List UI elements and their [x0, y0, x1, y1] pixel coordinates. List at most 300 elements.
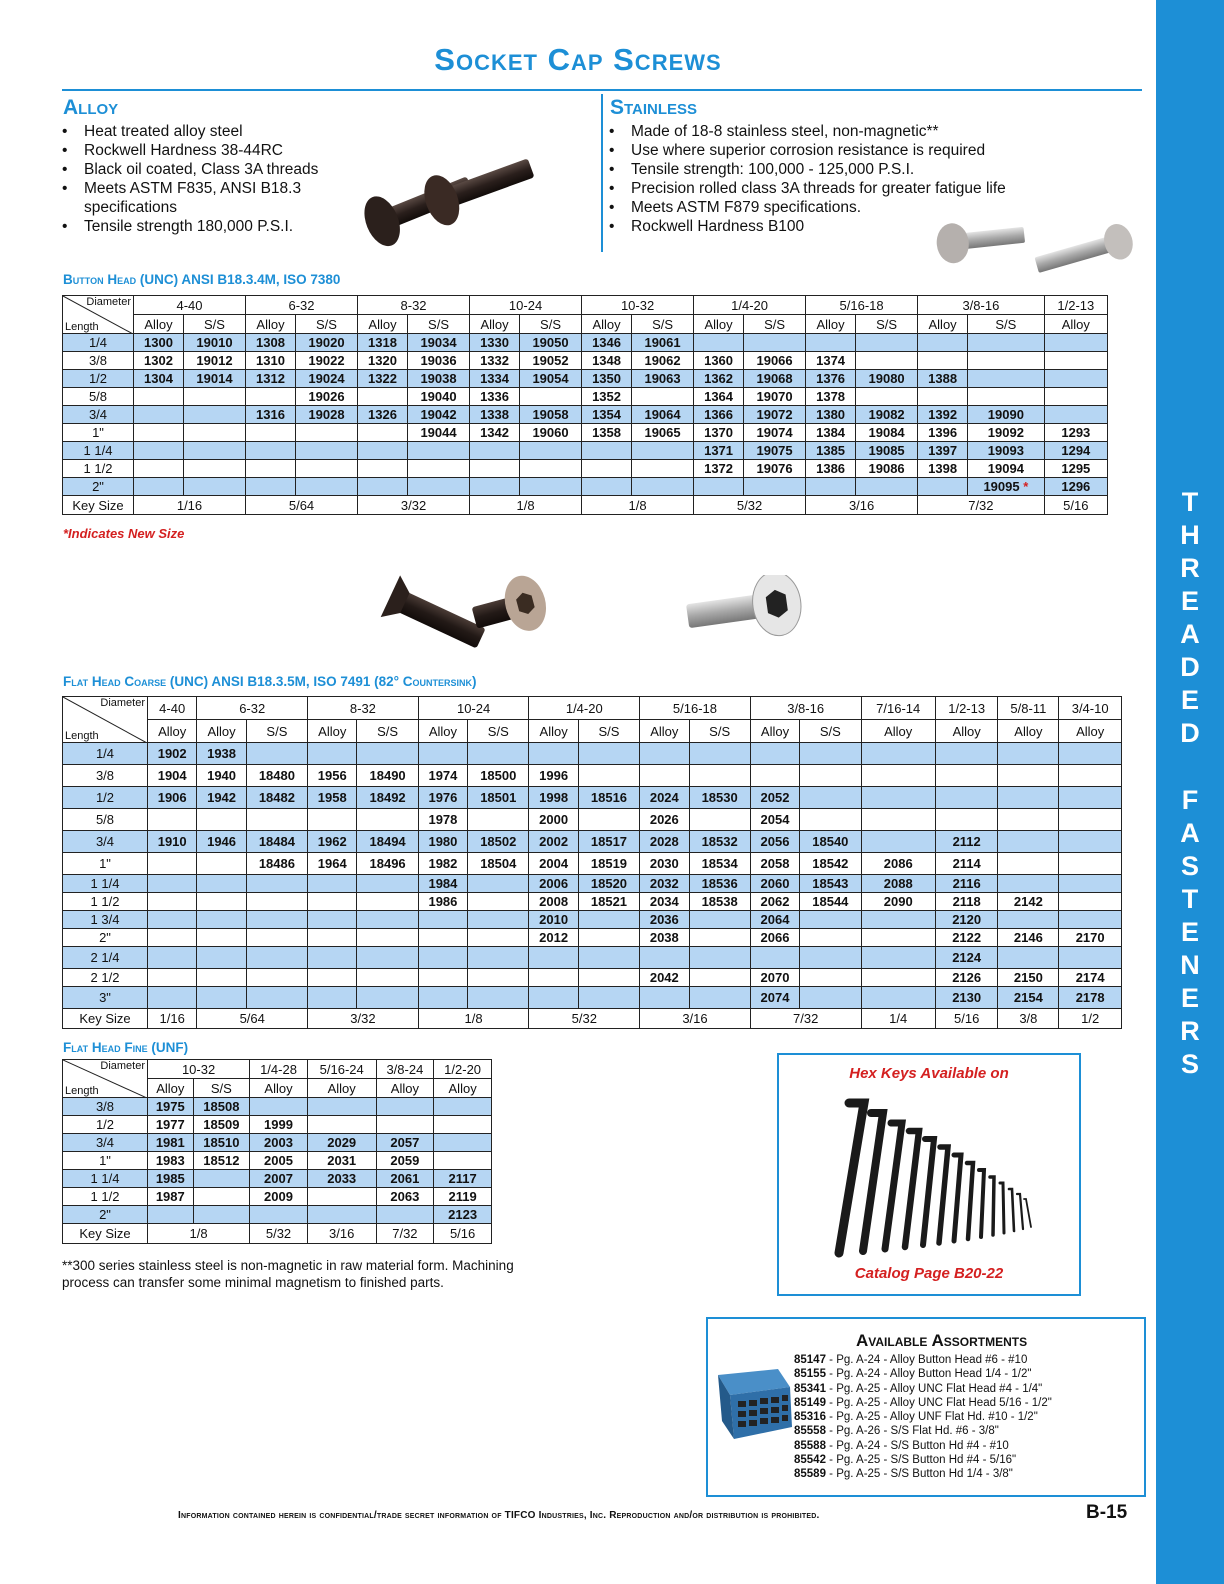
material-header: Alloy — [998, 720, 1059, 743]
part-number-cell — [998, 853, 1059, 875]
key-size-cell: 5/32 — [694, 496, 806, 515]
part-number-cell — [806, 334, 856, 352]
part-number: 1338 — [480, 407, 509, 422]
part-number: 2038 — [649, 930, 679, 945]
part-number: 18516 — [590, 790, 628, 805]
part-number-cell — [434, 1098, 492, 1116]
part-number-cell — [358, 460, 408, 478]
part-number-cell — [295, 352, 357, 370]
part-number-cell — [529, 947, 578, 969]
part-number-cell — [134, 370, 184, 388]
part-number-cell — [800, 765, 861, 787]
part-number-cell — [1059, 875, 1122, 893]
part-number: 2000 — [539, 812, 569, 827]
part-number-cell — [308, 987, 357, 1009]
diameter-header-row — [63, 697, 1122, 720]
assortment-desc: - Pg. A-25 - Alloy UNC Flat Head #4 - 1/4" — [825, 1382, 1043, 1395]
material-header: S/S — [183, 315, 245, 334]
part-number-cell — [468, 743, 529, 765]
part-number: 19090 — [987, 407, 1024, 422]
part-number-cell — [694, 388, 744, 406]
part-number-cell — [193, 1098, 250, 1116]
part-number-cell — [520, 478, 582, 496]
part-number: 2003 — [264, 1135, 293, 1150]
part-number-cell — [1059, 809, 1122, 831]
part-number-cell — [861, 787, 935, 809]
part-number-cell — [918, 388, 968, 406]
part-number: 18501 — [480, 790, 517, 805]
length-cell: 1/2 — [63, 1116, 148, 1134]
length-cell: 1 3/4 — [63, 911, 148, 929]
part-number-cell — [935, 911, 998, 929]
assortment-item — [794, 1424, 1052, 1438]
alloy-bullet: • Black oil coated, Class 3A threads — [62, 160, 352, 179]
part-number: 18530 — [701, 790, 738, 805]
part-number: 2056 — [760, 834, 790, 849]
part-number-cell — [998, 893, 1059, 911]
part-number-cell — [582, 352, 632, 370]
part-number-cell — [148, 947, 197, 969]
part-number-cell — [744, 388, 806, 406]
part-number-cell — [861, 911, 935, 929]
material-header: S/S — [578, 720, 639, 743]
part-number-cell — [408, 370, 470, 388]
part-number: 1320 — [368, 353, 397, 368]
part-number-cell — [640, 947, 689, 969]
part-number-cell — [578, 853, 639, 875]
table-row — [63, 893, 1122, 911]
diameter-length-corner — [63, 1060, 148, 1098]
part-number: 18510 — [203, 1135, 240, 1150]
part-number: 1978 — [428, 812, 458, 827]
part-number-cell — [1059, 929, 1122, 947]
part-number-cell — [632, 388, 694, 406]
stainless-footnote: **300 series stainless steel is non-magnetic in raw material form. Machining process can transfer some minimal magnetism to finished parts. — [62, 1258, 514, 1290]
part-number-cell — [529, 987, 578, 1009]
part-number-cell — [408, 388, 470, 406]
diameter-header: 1/4-20 — [694, 296, 806, 315]
part-number-cell — [148, 911, 197, 929]
part-number-cell — [434, 1152, 492, 1170]
part-number: 18494 — [369, 834, 406, 849]
material-header: Alloy — [307, 1079, 376, 1098]
part-number-cell — [1044, 442, 1107, 460]
part-number-cell — [744, 406, 806, 424]
part-number: 19085 — [868, 443, 905, 458]
part-number-cell — [183, 370, 245, 388]
part-number-cell — [1059, 743, 1122, 765]
part-number-cell — [418, 987, 467, 1009]
part-number-cell — [998, 875, 1059, 893]
length-cell: 2 1/2 — [63, 969, 148, 987]
part-number-cell — [750, 743, 799, 765]
part-number: 18486 — [258, 856, 295, 871]
new-size-mark: * — [1023, 479, 1029, 494]
assortment-item — [794, 1439, 1052, 1453]
part-number-cell — [148, 929, 197, 947]
diameter-label: Diameter — [86, 296, 131, 308]
assortment-desc: - Pg. A-24 - Alloy Button Head #6 - #10 — [825, 1354, 1028, 1366]
part-number-cell — [520, 388, 582, 406]
part-number-cell — [197, 929, 246, 947]
part-number-cell — [376, 1206, 434, 1224]
part-number-cell — [468, 853, 529, 875]
part-number-cell — [800, 969, 861, 987]
material-header: Alloy — [806, 315, 856, 334]
part-number-cell — [183, 478, 245, 496]
part-number: 1983 — [155, 1153, 185, 1168]
table-row — [63, 424, 1108, 442]
part-number-cell — [856, 460, 918, 478]
alloy-heading: Alloy — [63, 96, 119, 119]
part-number-cell — [632, 370, 694, 388]
part-number-cell — [744, 334, 806, 352]
hex-keys-image — [819, 1093, 1059, 1268]
part-number: 2086 — [883, 856, 913, 871]
part-number-cell — [968, 352, 1045, 370]
material-header: Alloy — [750, 720, 799, 743]
material-header: S/S — [856, 315, 918, 334]
key-size-cell: 7/32 — [750, 1009, 861, 1029]
diameter-header: 3/8-16 — [750, 697, 861, 720]
table-row — [63, 831, 1122, 853]
part-number: 18508 — [203, 1099, 240, 1114]
part-number: 1902 — [157, 746, 187, 761]
part-number: 18480 — [258, 768, 295, 783]
part-number-cell — [134, 460, 184, 478]
part-number: 1938 — [207, 746, 237, 761]
part-number: 18534 — [701, 856, 738, 871]
part-number-cell — [935, 787, 998, 809]
assortments-list — [794, 1353, 1052, 1482]
part-number-cell — [640, 853, 689, 875]
part-number: 2120 — [952, 912, 982, 927]
alloy-bullets — [62, 122, 352, 236]
part-number-cell — [468, 947, 529, 969]
diameter-header: 5/16-24 — [307, 1060, 376, 1079]
part-number: 19060 — [532, 425, 569, 440]
part-number: 18502 — [480, 834, 517, 849]
assortment-desc: - Pg. A-24 - Alloy Button Head 1/4 - 1/2" — [825, 1368, 1032, 1381]
part-number-cell — [250, 1134, 308, 1152]
part-number-cell — [148, 743, 197, 765]
length-cell: 1" — [63, 853, 148, 875]
part-number-cell — [408, 478, 470, 496]
part-number-cell — [800, 853, 861, 875]
part-number-cell — [193, 1188, 250, 1206]
part-number: 2062 — [760, 894, 790, 909]
part-number: 1392 — [928, 407, 958, 422]
material-header: Alloy — [148, 720, 197, 743]
part-number: 2130 — [952, 990, 982, 1005]
part-number-cell — [1059, 987, 1122, 1009]
part-number-cell — [295, 460, 357, 478]
key-size-cell: 3/32 — [308, 1009, 419, 1029]
part-number-cell — [307, 1170, 376, 1188]
part-number-cell — [582, 442, 632, 460]
part-number: 2030 — [649, 856, 679, 871]
table-row — [63, 406, 1108, 424]
part-number-cell — [193, 1206, 250, 1224]
length-cell: 1 1/2 — [63, 460, 134, 478]
part-number-cell — [418, 853, 467, 875]
stainless-bullet: • Precision rolled class 3A threads for greater fatigue life — [609, 179, 1049, 198]
length-cell: 3/4 — [63, 1134, 148, 1152]
part-number: 18519 — [590, 856, 628, 871]
material-header: S/S — [632, 315, 694, 334]
part-number: 1371 — [704, 443, 734, 458]
part-number: 1386 — [816, 461, 846, 476]
part-number-cell — [750, 947, 799, 969]
part-number-cell — [250, 1170, 308, 1188]
part-number-cell — [968, 478, 1045, 496]
length-cell: 1/4 — [63, 334, 134, 352]
assortments-title: Available Assortments — [856, 1331, 1028, 1350]
part-number-cell — [308, 969, 357, 987]
part-number-cell — [935, 809, 998, 831]
part-number-cell — [468, 875, 529, 893]
part-number-cell — [134, 352, 184, 370]
part-number-cell — [246, 743, 307, 765]
stainless-bullet: • Use where superior corrosion resistance is required — [609, 141, 1049, 160]
stainless-bullet: • Tensile strength: 100,000 - 125,000 P.S.I. — [609, 160, 1049, 179]
part-number: 1975 — [155, 1099, 185, 1114]
part-number: 1342 — [480, 425, 509, 440]
part-number: 19034 — [420, 335, 457, 350]
part-number-cell — [408, 424, 470, 442]
part-number-cell — [800, 809, 861, 831]
diameter-label: Diameter — [100, 697, 145, 709]
part-number-cell — [246, 352, 296, 370]
table-row — [63, 853, 1122, 875]
part-number-cell — [295, 334, 357, 352]
part-number-cell — [1044, 352, 1107, 370]
part-number-cell — [357, 969, 418, 987]
stainless-bullet: • Rockwell Hardness B100 — [609, 217, 1049, 236]
part-number-cell — [470, 406, 520, 424]
part-number-cell — [148, 1206, 194, 1224]
table-row — [63, 1170, 492, 1188]
part-number-cell — [750, 853, 799, 875]
part-number: 1956 — [317, 768, 347, 783]
hex-keys-catalog-page: Catalog Page B20-22 — [854, 1265, 1004, 1282]
part-number-cell — [529, 853, 578, 875]
key-size-cell: 3/32 — [358, 496, 470, 515]
part-number-cell — [468, 987, 529, 1009]
assortment-desc: - Pg. A-25 - S/S Button Hd #4 - 5/16" — [825, 1454, 1017, 1467]
part-number: 2008 — [539, 894, 569, 909]
part-number-cell — [1059, 947, 1122, 969]
part-number-cell — [520, 334, 582, 352]
part-number-cell — [689, 787, 750, 809]
alloy-flat-head-screws-image — [378, 568, 558, 658]
part-number-cell — [578, 929, 639, 947]
part-number: 2090 — [883, 894, 913, 909]
part-number: 18482 — [258, 790, 295, 805]
part-number: 2060 — [760, 876, 790, 891]
part-number-cell — [861, 929, 935, 947]
part-number-cell — [197, 765, 246, 787]
part-number-cell — [357, 853, 418, 875]
part-number-cell — [582, 370, 632, 388]
stainless-button-head-screws-image — [925, 215, 1145, 285]
diameter-header: 6-32 — [246, 296, 358, 315]
part-number-cell — [418, 893, 467, 911]
part-number: 1986 — [428, 894, 458, 909]
part-number-cell — [434, 1134, 492, 1152]
part-number: 2123 — [448, 1207, 478, 1222]
part-number-cell — [861, 831, 935, 853]
material-header: Alloy — [529, 720, 578, 743]
part-number-cell — [295, 370, 357, 388]
part-number-cell — [134, 478, 184, 496]
alloy-button-head-screws-image — [350, 140, 550, 250]
part-number-cell — [856, 406, 918, 424]
part-number-cell — [806, 460, 856, 478]
part-number-cell — [968, 406, 1045, 424]
table-row — [63, 1206, 492, 1224]
alloy-bullet: • Heat treated alloy steel — [62, 122, 352, 141]
part-number-cell — [918, 442, 968, 460]
part-number: 2007 — [264, 1171, 293, 1186]
table-row — [63, 947, 1122, 969]
part-number-cell — [640, 875, 689, 893]
part-number: 19012 — [196, 353, 233, 368]
part-number-cell — [694, 334, 744, 352]
part-number-cell — [148, 787, 197, 809]
part-number: 1964 — [317, 856, 347, 871]
key-size-cell: 3/8 — [998, 1009, 1059, 1029]
part-number-cell — [246, 478, 296, 496]
assortment-desc: - Pg. A-24 - S/S Button Hd #4 - #10 — [825, 1439, 1009, 1452]
material-header: S/S — [193, 1079, 250, 1098]
length-label: Length — [65, 1085, 99, 1097]
diameter-header: 1/4-20 — [529, 697, 640, 720]
material-header: Alloy — [640, 720, 689, 743]
part-number-cell — [529, 787, 578, 809]
part-number-cell — [468, 809, 529, 831]
part-number: 19058 — [532, 407, 569, 422]
part-number: 1396 — [928, 425, 958, 440]
key-size-cell: 5/16 — [935, 1009, 998, 1029]
part-number-cell — [307, 1116, 376, 1134]
diameter-header: 3/4-10 — [1059, 697, 1122, 720]
part-number-cell — [308, 853, 357, 875]
key-size-cell: 5/64 — [197, 1009, 308, 1029]
part-number-cell — [357, 743, 418, 765]
part-number: 1362 — [704, 371, 734, 386]
diameter-header: 4-40 — [148, 697, 197, 720]
part-number: 1358 — [592, 425, 621, 440]
part-number-cell — [308, 743, 357, 765]
part-number: 1366 — [704, 407, 734, 422]
part-number-cell — [918, 370, 968, 388]
assortment-code: 85558 — [794, 1425, 826, 1438]
part-number-cell — [529, 875, 578, 893]
material-header: Alloy — [1044, 315, 1107, 334]
key-size-label: Key Size — [63, 1224, 148, 1244]
part-number-cell — [1059, 831, 1122, 853]
part-number-cell — [750, 929, 799, 947]
part-number-cell — [358, 352, 408, 370]
title-divider — [62, 89, 1142, 91]
part-number-cell — [520, 442, 582, 460]
part-number-cell — [935, 987, 998, 1009]
part-number-cell — [358, 388, 408, 406]
part-number: 19042 — [420, 407, 457, 422]
confidentiality-footer: Information contained herein is confidential/trade secret information of TIFCO Industries, Inc. Reproduction and/or distribution is prohibited. — [178, 1510, 820, 1521]
part-number-cell — [357, 911, 418, 929]
part-number: 1987 — [155, 1189, 185, 1204]
part-number: 2054 — [760, 812, 790, 827]
table-row — [63, 334, 1108, 352]
part-number: 2029 — [327, 1135, 357, 1150]
part-number-cell — [750, 969, 799, 987]
part-number-cell — [246, 911, 307, 929]
part-number-cell — [183, 406, 245, 424]
part-number: 1378 — [816, 389, 846, 404]
page-number: B-15 — [1086, 1502, 1128, 1523]
part-number: 1982 — [428, 856, 458, 871]
material-header: Alloy — [250, 1079, 308, 1098]
assortment-item — [794, 1467, 1052, 1481]
key-size-cell: 7/32 — [376, 1224, 434, 1244]
part-number-cell — [408, 406, 470, 424]
part-number-cell — [376, 1170, 434, 1188]
material-header: Alloy — [694, 315, 744, 334]
material-header: S/S — [246, 720, 307, 743]
part-number: 18538 — [701, 894, 738, 909]
part-number-cell — [307, 1098, 376, 1116]
part-number-cell — [418, 831, 467, 853]
part-number-cell — [197, 911, 246, 929]
part-number-cell — [800, 987, 861, 1009]
part-number: 1384 — [816, 425, 846, 440]
part-number-cell — [694, 352, 744, 370]
part-number-cell — [689, 947, 750, 969]
part-number-cell — [935, 743, 998, 765]
part-number-cell — [689, 765, 750, 787]
part-number: 1940 — [207, 768, 237, 783]
part-number-cell — [197, 831, 246, 853]
material-header: Alloy — [861, 720, 935, 743]
part-number: 1346 — [592, 335, 621, 350]
part-number-cell — [640, 787, 689, 809]
key-size-cell: 5/32 — [529, 1009, 640, 1029]
part-number: 1350 — [592, 371, 621, 386]
material-header-row — [63, 315, 1108, 334]
part-number-cell — [468, 911, 529, 929]
assortment-code: 85155 — [794, 1368, 826, 1381]
material-header: Alloy — [197, 720, 246, 743]
part-number: 2154 — [1013, 990, 1043, 1005]
part-number-cell — [800, 893, 861, 911]
part-number-cell — [529, 911, 578, 929]
part-number: 1372 — [704, 461, 734, 476]
part-number-cell — [148, 1152, 194, 1170]
part-number-cell — [694, 478, 744, 496]
part-number-cell — [357, 947, 418, 969]
part-number-cell — [358, 334, 408, 352]
diameter-header: 1/2-13 — [1044, 296, 1107, 315]
part-number-cell — [357, 787, 418, 809]
part-number-cell — [918, 424, 968, 442]
part-number: 18512 — [203, 1153, 240, 1168]
part-number-cell — [307, 1188, 376, 1206]
part-number-cell — [308, 831, 357, 853]
part-number-cell — [998, 987, 1059, 1009]
part-number: 2088 — [883, 876, 913, 891]
